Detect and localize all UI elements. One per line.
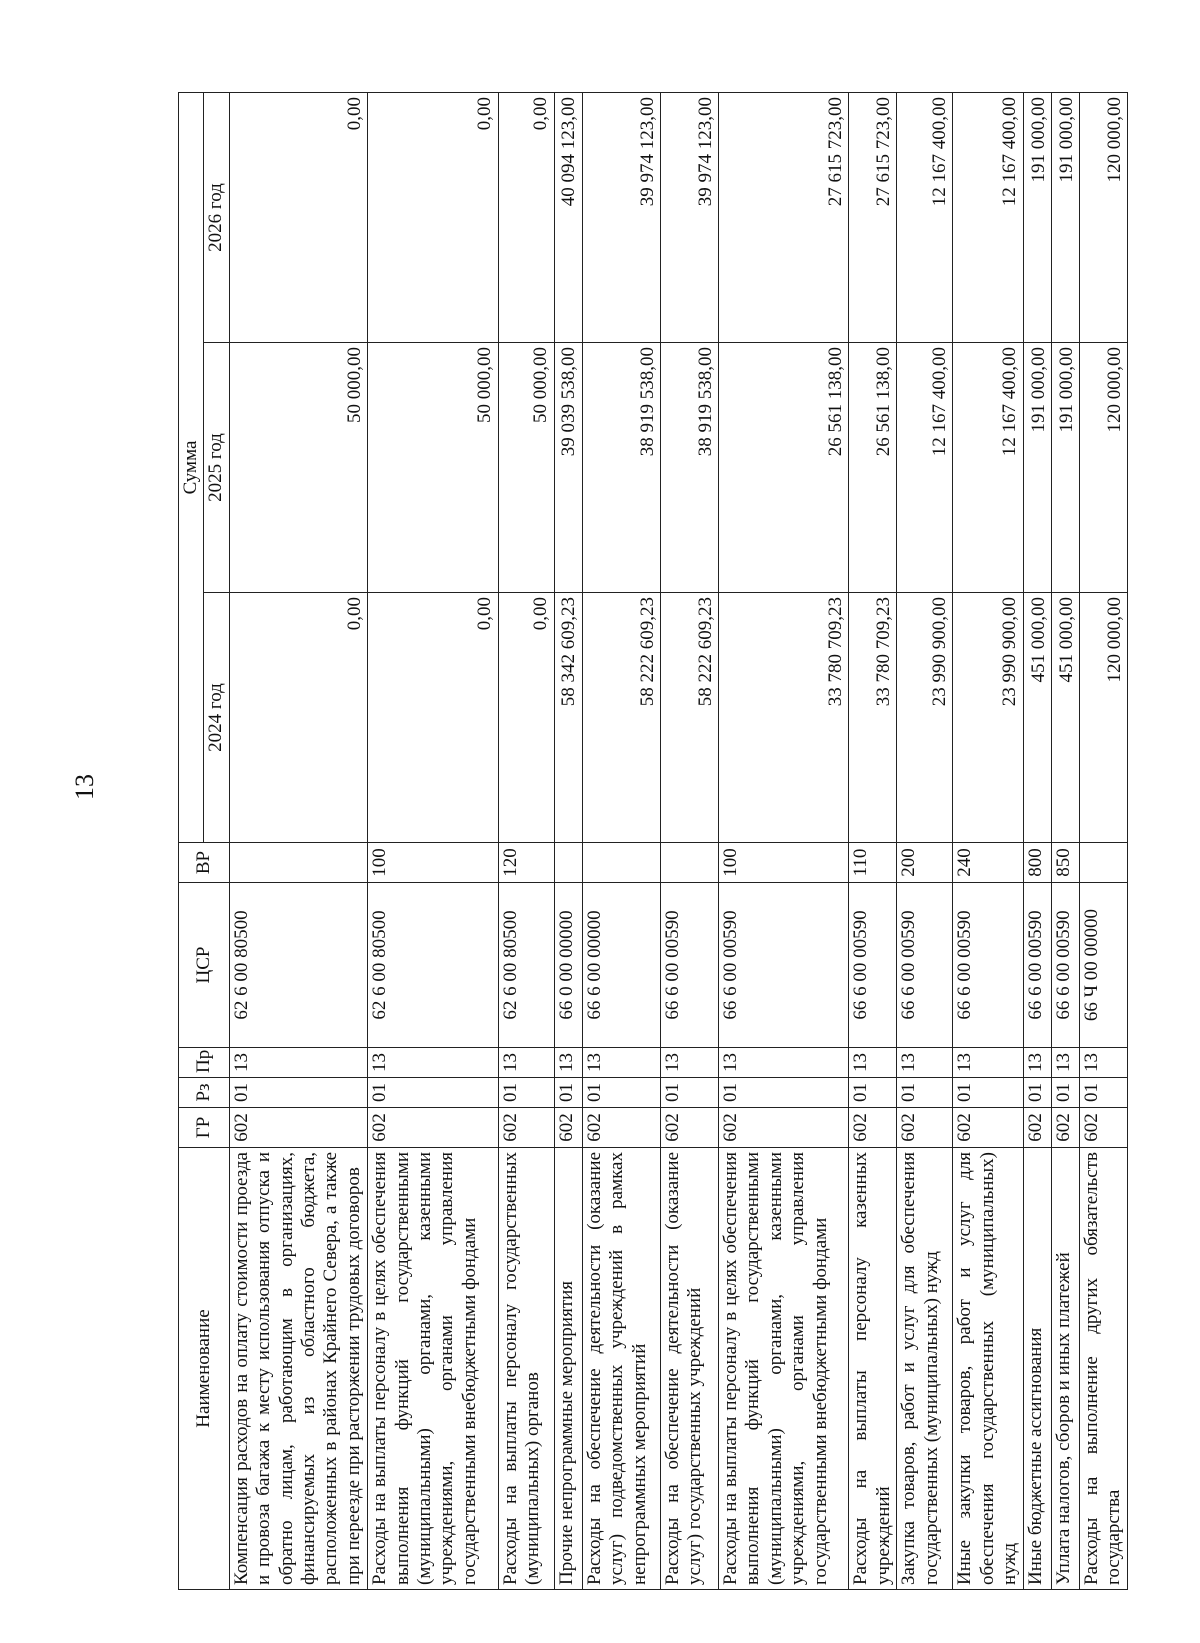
row-vr: 100 [368, 843, 498, 883]
row-rz: 01 [1023, 1078, 1051, 1108]
row-csr: 66 6 00 00590 [849, 883, 897, 1048]
header-year-2025: 2025 год [204, 343, 229, 593]
row-2026: 191 000,00 [1023, 93, 1051, 343]
table-body [229, 93, 1127, 1590]
row-name: Прочие непрограммные мероприятия [554, 1148, 582, 1590]
row-gr: 602 [229, 1108, 367, 1148]
row-2026: 12 167 400,00 [897, 93, 953, 343]
table-header [179, 93, 230, 1590]
row-2026: 39 974 123,00 [660, 93, 718, 343]
row-gr: 602 [719, 1108, 849, 1148]
row-rz: 01 [498, 1078, 554, 1108]
row-name: Расходы на выплаты персоналу казенных учреждений [849, 1148, 897, 1590]
row-2024: 58 342 609,23 [554, 593, 582, 843]
row-2026: 0,00 [498, 93, 554, 343]
row-2025: 26 561 138,00 [719, 343, 849, 593]
row-rz: 01 [554, 1078, 582, 1108]
budget-table [178, 92, 1128, 1590]
table-row [897, 93, 953, 1590]
row-gr: 602 [1051, 1108, 1079, 1148]
row-gr: 602 [1023, 1108, 1051, 1148]
row-rz: 01 [1051, 1078, 1079, 1108]
table-row [229, 93, 367, 1590]
row-2024: 451 000,00 [1051, 593, 1079, 843]
row-2025: 26 561 138,00 [849, 343, 897, 593]
row-rz: 01 [229, 1078, 367, 1108]
row-vr: 240 [953, 843, 1023, 883]
row-name: Расходы на обеспечение деятельности (оказание услуг) государственных учреждений [660, 1148, 718, 1590]
row-2025: 38 919 538,00 [660, 343, 718, 593]
row-pr: 13 [582, 1048, 660, 1078]
row-csr: 66 6 00 00590 [719, 883, 849, 1048]
table-row [1079, 93, 1127, 1590]
table-row [368, 93, 498, 1590]
header-csr: ЦСР [179, 883, 230, 1048]
header-gr: ГР [179, 1108, 230, 1148]
row-rz: 01 [582, 1078, 660, 1108]
row-csr: 66 6 00 00590 [953, 883, 1023, 1048]
rotated-table-wrapper [178, 93, 1128, 1590]
table-row [1051, 93, 1079, 1590]
row-pr: 13 [368, 1048, 498, 1078]
row-name: Расходы на обеспечение деятельности (оказание услуг) подведомственных учреждений в рамках непрограммных мероприятий [582, 1148, 660, 1590]
row-2025: 50 000,00 [368, 343, 498, 593]
row-vr: 200 [897, 843, 953, 883]
page-number: 13 [70, 774, 99, 800]
row-vr: 120 [498, 843, 554, 883]
row-rz: 01 [953, 1078, 1023, 1108]
row-csr: 66 6 00 00000 [582, 883, 660, 1048]
row-name: Расходы на выплаты персоналу государственных (муниципальных) органов [498, 1148, 554, 1590]
row-csr: 66 6 00 00590 [897, 883, 953, 1048]
row-2026: 0,00 [229, 93, 367, 343]
row-2024: 58 222 609,23 [660, 593, 718, 843]
row-csr: 62 6 00 80500 [498, 883, 554, 1048]
table-row [660, 93, 718, 1590]
row-2024: 451 000,00 [1023, 593, 1051, 843]
row-rz: 01 [719, 1078, 849, 1108]
row-2024: 120 000,00 [1079, 593, 1127, 843]
row-gr: 602 [498, 1108, 554, 1148]
row-gr: 602 [660, 1108, 718, 1148]
row-2025: 39 039 538,00 [554, 343, 582, 593]
row-gr: 602 [1079, 1108, 1127, 1148]
row-pr: 13 [719, 1048, 849, 1078]
row-2025: 12 167 400,00 [897, 343, 953, 593]
table-row [849, 93, 897, 1590]
row-rz: 01 [660, 1078, 718, 1108]
row-pr: 13 [1051, 1048, 1079, 1078]
row-vr [1079, 843, 1127, 883]
row-name: Расходы на выплаты персоналу в целях обеспечения выполнения функций государственными (муниципальными) органами, казенными учреждениями, органами управления государственными внебюджетными фондами [719, 1148, 849, 1590]
row-gr: 602 [953, 1108, 1023, 1148]
row-2026: 0,00 [368, 93, 498, 343]
row-vr: 850 [1051, 843, 1079, 883]
row-2025: 50 000,00 [229, 343, 367, 593]
row-name: Иные закупки товаров, работ и услуг для обеспечения государственных (муниципальных) нужд [953, 1148, 1023, 1590]
row-2026: 39 974 123,00 [582, 93, 660, 343]
row-2025: 191 000,00 [1051, 343, 1079, 593]
header-pr: Пр [179, 1048, 230, 1078]
row-vr [229, 843, 367, 883]
row-2026: 120 000,00 [1079, 93, 1127, 343]
row-pr: 13 [660, 1048, 718, 1078]
row-2024: 0,00 [229, 593, 367, 843]
row-vr [660, 843, 718, 883]
row-csr: 66 6 00 00590 [1023, 883, 1051, 1048]
row-vr: 110 [849, 843, 897, 883]
row-2024: 33 780 709,23 [719, 593, 849, 843]
row-name: Компенсация расходов на оплату стоимости проезда и провоза багажа к месту использования отпуска и обратно лицам, работающим в организациях, финансируемых из областного бюджета, расположенных в районах Крайнего Севера, а также при переезде при расторжении трудовых договоров [229, 1148, 367, 1590]
row-gr: 602 [554, 1108, 582, 1148]
row-name: Расходы на выполнение других обязательств государства [1079, 1148, 1127, 1590]
header-sum: Сумма [179, 93, 204, 843]
row-pr: 13 [897, 1048, 953, 1078]
row-gr: 602 [849, 1108, 897, 1148]
row-rz: 01 [897, 1078, 953, 1108]
row-gr: 602 [582, 1108, 660, 1148]
row-2024: 23 990 900,00 [897, 593, 953, 843]
row-csr: 66 0 00 00000 [554, 883, 582, 1048]
row-2024: 0,00 [498, 593, 554, 843]
table-row [719, 93, 849, 1590]
row-csr: 66 6 00 00590 [660, 883, 718, 1048]
row-2025: 50 000,00 [498, 343, 554, 593]
row-2025: 38 919 538,00 [582, 343, 660, 593]
table-row [1023, 93, 1051, 1590]
row-pr: 13 [953, 1048, 1023, 1078]
row-2025: 191 000,00 [1023, 343, 1051, 593]
header-year-2026: 2026 год [204, 93, 229, 343]
row-rz: 01 [368, 1078, 498, 1108]
row-pr: 13 [498, 1048, 554, 1078]
header-vr: ВР [179, 843, 230, 883]
row-vr [582, 843, 660, 883]
row-gr: 602 [368, 1108, 498, 1148]
row-pr: 13 [229, 1048, 367, 1078]
row-2026: 27 615 723,00 [719, 93, 849, 343]
row-pr: 13 [1023, 1048, 1051, 1078]
header-name: Наименование [179, 1148, 230, 1590]
row-name: Закупка товаров, работ и услуг для обеспечения государственных (муниципальных) нужд [897, 1148, 953, 1590]
row-vr: 100 [719, 843, 849, 883]
row-csr: 62 6 00 80500 [368, 883, 498, 1048]
table-row [498, 93, 554, 1590]
row-rz: 01 [1079, 1078, 1127, 1108]
row-2024: 0,00 [368, 593, 498, 843]
row-2024: 23 990 900,00 [953, 593, 1023, 843]
row-csr: 62 6 00 80500 [229, 883, 367, 1048]
row-name: Уплата налогов, сборов и иных платежей [1051, 1148, 1079, 1590]
row-pr: 13 [1079, 1048, 1127, 1078]
row-2024: 33 780 709,23 [849, 593, 897, 843]
header-year-2024: 2024 год [204, 593, 229, 843]
row-2026: 12 167 400,00 [953, 93, 1023, 343]
table-row [554, 93, 582, 1590]
row-2026: 191 000,00 [1051, 93, 1079, 343]
row-csr: 66 Ч 00 00000 [1079, 883, 1127, 1048]
row-vr [554, 843, 582, 883]
row-vr: 800 [1023, 843, 1051, 883]
row-2025: 12 167 400,00 [953, 343, 1023, 593]
row-2024: 58 222 609,23 [582, 593, 660, 843]
row-csr: 66 6 00 00590 [1051, 883, 1079, 1048]
row-rz: 01 [849, 1078, 897, 1108]
table-row [953, 93, 1023, 1590]
table-row [582, 93, 660, 1590]
row-2026: 40 094 123,00 [554, 93, 582, 343]
row-2026: 27 615 723,00 [849, 93, 897, 343]
row-gr: 602 [897, 1108, 953, 1148]
row-pr: 13 [849, 1048, 897, 1078]
row-pr: 13 [554, 1048, 582, 1078]
row-name: Иные бюджетные ассигнования [1023, 1148, 1051, 1590]
row-2025: 120 000,00 [1079, 343, 1127, 593]
row-name: Расходы на выплаты персоналу в целях обеспечения выполнения функций государственными (муниципальными) органами, казенными учреждениями, органами управления государственными внебюджетными фондами [368, 1148, 498, 1590]
header-rz: Рз [179, 1078, 230, 1108]
